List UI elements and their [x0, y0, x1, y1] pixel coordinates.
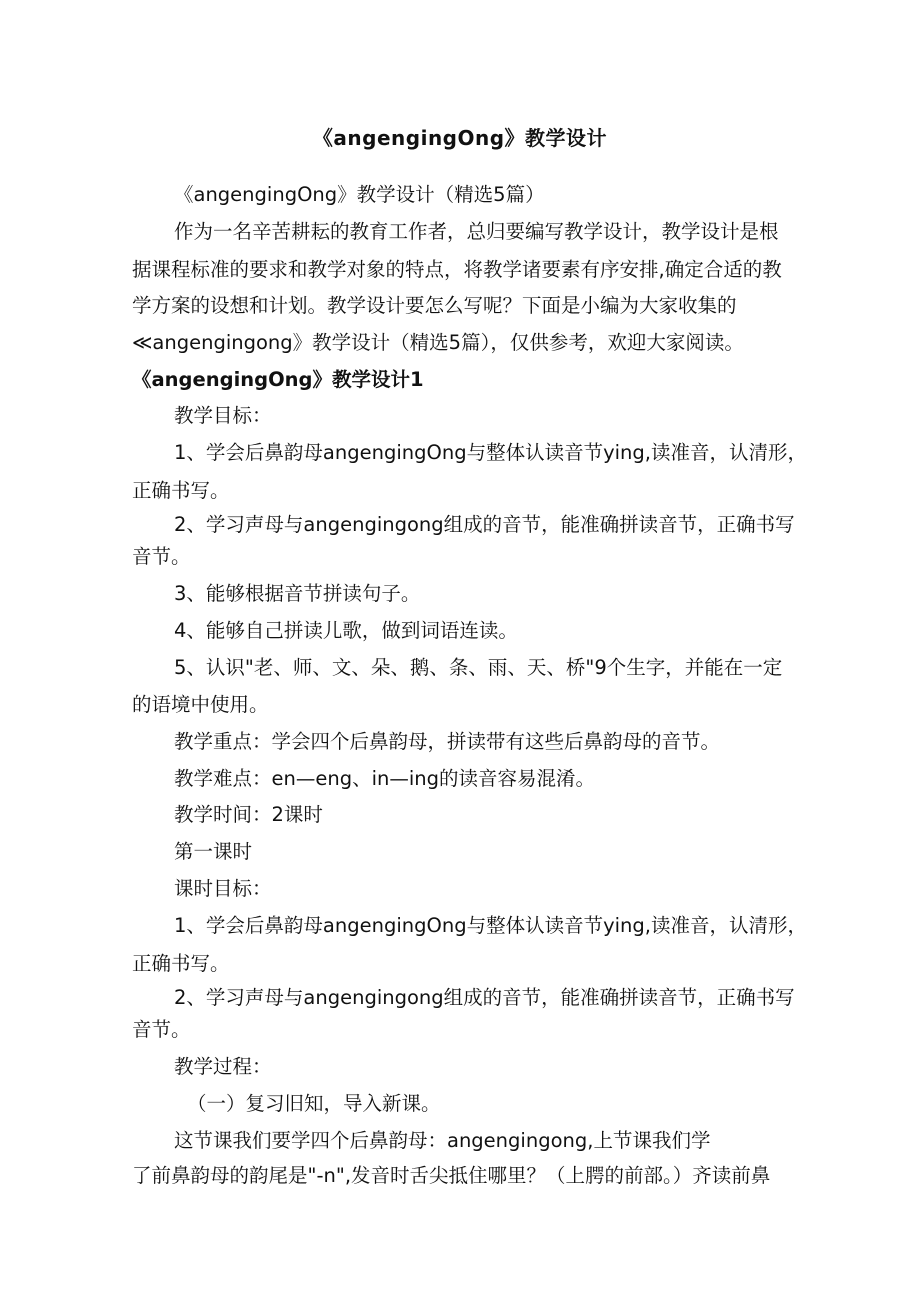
intro-line: ≪angengingong》教学设计（精选5篇），仅供参考，欢迎大家阅读。 — [132, 331, 744, 354]
document-title: 《angengingOng》教学设计 — [312, 126, 608, 150]
body-line: 教学过程： — [174, 1055, 272, 1078]
intro-line: 据课程标准的要求和教学对象的特点，将教学诸要素有序安排,确定合适的教 — [132, 258, 782, 281]
body-line: 了前鼻韵母的韵尾是"-n",发音时舌尖抵住哪里？（上腭的前部。）齐读前鼻 — [132, 1164, 771, 1187]
body-line: 教学难点：en—eng、in—ing的读音容易混淆。 — [174, 767, 596, 790]
body-line: 3、能够根据音节拼读句子。 — [174, 582, 421, 605]
body-line: 1、学会后鼻韵母angengingOng与整体认读音节ying,读准音，认清形， — [174, 441, 807, 464]
body-line: 的语境中使用。 — [132, 693, 269, 716]
body-line: 4、能够自己拼读儿歌，做到词语连读。 — [174, 619, 518, 642]
body-line: （一）复习旧知，导入新课。 — [187, 1092, 441, 1115]
body-line: 5、认识"老、师、文、朵、鹅、条、雨、天、桥"9个生字，并能在一定 — [174, 656, 783, 679]
body-line: 教学时间：2课时 — [174, 803, 323, 826]
body-line: 正确书写。 — [132, 952, 230, 975]
body-line: 2、学习声母与angengingong组成的音节，能准确拼读音节，正确书写 — [174, 986, 795, 1009]
body-line: 课时目标： — [174, 877, 272, 900]
body-line: 正确书写。 — [132, 479, 230, 502]
body-line: 2、学习声母与angengingong组成的音节，能准确拼读音节，正确书写 — [174, 513, 795, 536]
body-line: 音节。 — [132, 1018, 191, 1041]
body-line: 1、学会后鼻韵母angengingOng与整体认读音节ying,读准音，认清形， — [174, 914, 807, 937]
subtitle-line: 《angengingOng》教学设计（精选5篇） — [174, 183, 545, 206]
body-line: 这节课我们要学四个后鼻韵母：angengingong,上节课我们学 — [174, 1129, 711, 1152]
body-line: 教学目标： — [174, 404, 272, 427]
body-line: 音节。 — [132, 545, 191, 568]
intro-line: 学方案的设想和计划。教学设计要怎么写呢？下面是小编为大家收集的 — [132, 294, 737, 317]
section-heading: 《angengingOng》教学设计1 — [132, 368, 424, 391]
body-line: 教学重点：学会四个后鼻韵母，拼读带有这些后鼻韵母的音节。 — [174, 730, 721, 753]
body-line: 第一课时 — [174, 840, 253, 863]
intro-line: 作为一名辛苦耕耘的教育工作者，总归要编写教学设计，教学设计是根 — [174, 220, 779, 243]
